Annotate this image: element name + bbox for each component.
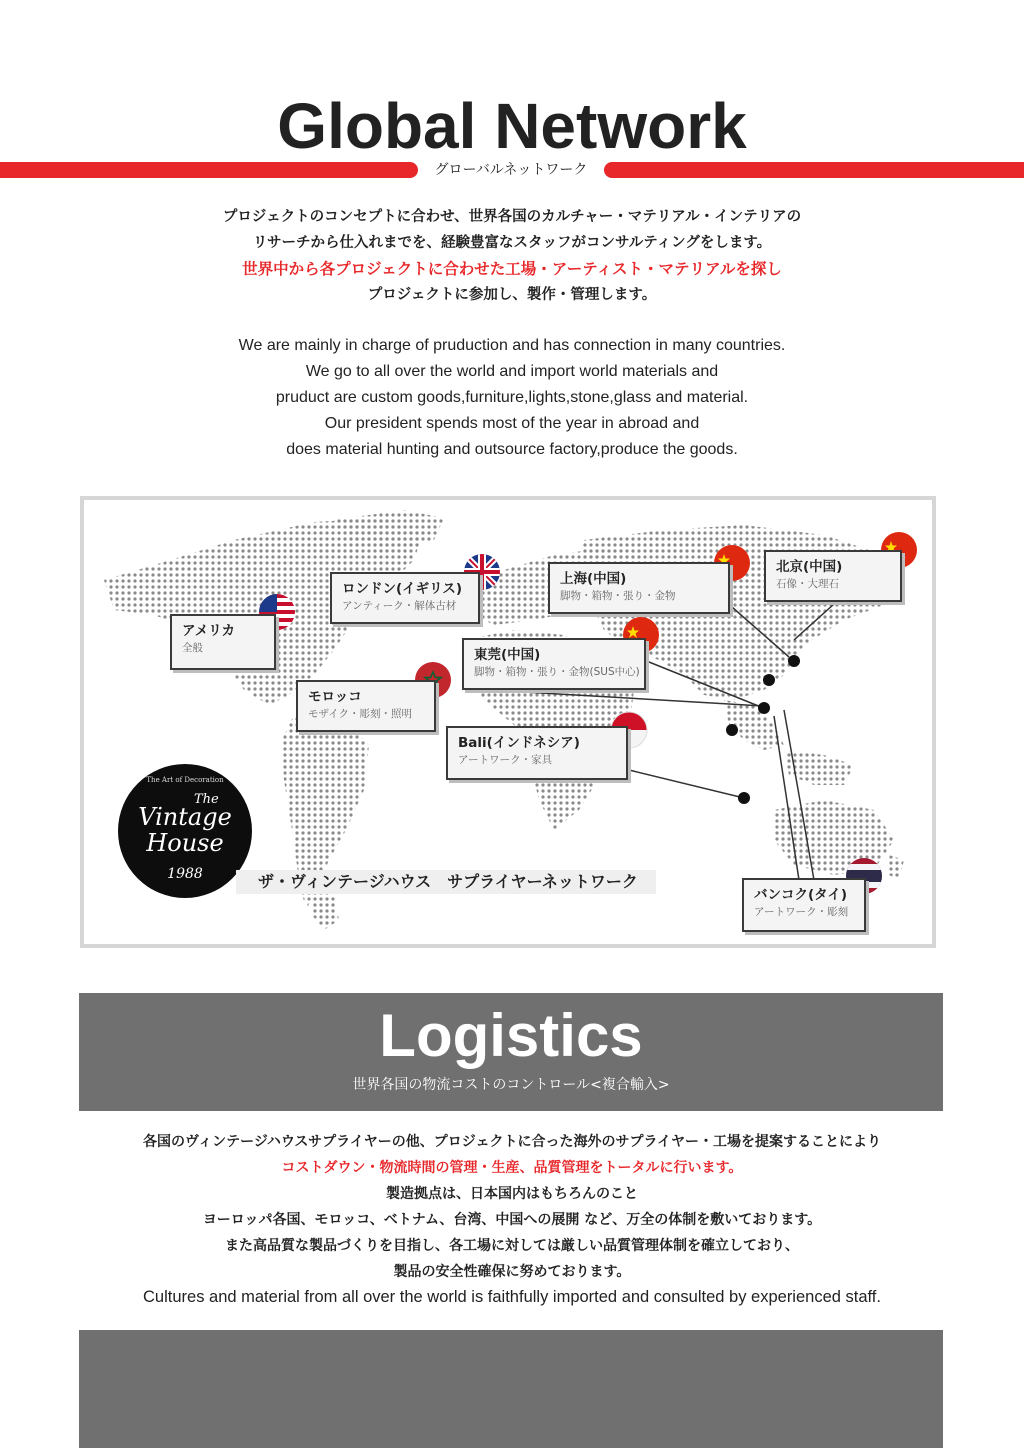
logistics-jp-highlight: コストダウン・物流時間の管理・生産、品質管理をトータルに行います。 bbox=[281, 1160, 743, 1176]
intro-japanese bbox=[0, 204, 1024, 308]
location-label-bali bbox=[446, 726, 628, 780]
logo-word-vintage: Vintage bbox=[138, 803, 232, 831]
logo-word-house: House bbox=[146, 829, 224, 857]
logistics-english-text: Cultures and material from all over the world is faithfully imported and consulted by experienced staff. bbox=[143, 1288, 881, 1306]
location-goods: 石像・大理石 bbox=[776, 578, 839, 590]
location-city: バンコク(タイ) bbox=[754, 887, 848, 903]
intro-en-line: We go to all over the world and import world materials and bbox=[305, 363, 719, 380]
location-city: アメリカ bbox=[182, 623, 236, 639]
logistics-title: Logistics bbox=[379, 1002, 643, 1069]
location-city: ロンドン(イギリス) bbox=[342, 581, 463, 597]
supplier-network-map bbox=[80, 496, 936, 948]
location-city: モロッコ bbox=[308, 689, 362, 705]
intro-english bbox=[0, 333, 1024, 463]
location-goods: アートワーク・家具 bbox=[458, 754, 553, 766]
logistics-jp-line: 製造拠点は、日本国内はもちろんのこと bbox=[386, 1186, 638, 1202]
map-caption: ザ・ヴィンテージハウス サプライヤーネットワーク bbox=[236, 870, 656, 894]
location-label-london bbox=[330, 572, 480, 624]
page-subtitle: グローバルネットワーク bbox=[434, 162, 588, 178]
intro-jp-line: リサーチから仕入れまでを、経験豊富なスタッフがコンサルティングをします。 bbox=[252, 235, 772, 251]
location-city: Bali(インドネシア) bbox=[458, 735, 580, 751]
location-label-bangkok bbox=[742, 878, 866, 932]
location-label-shanghai bbox=[548, 562, 730, 614]
logo-tagline: The Art of Decoration bbox=[146, 776, 224, 784]
location-goods: アンティーク・解体古材 bbox=[342, 600, 457, 612]
title-divider-right bbox=[604, 162, 1024, 178]
logistics-jp-line: 各国のヴィンテージハウスサプライヤーの他、プロジェクトに合った海外のサプライヤー・工場を提案することにより bbox=[142, 1134, 882, 1150]
logistics-jp-line: ヨーロッパ各国、モロッコ、ベトナム、台湾、中国への展開 など、万全の体制を敷いております。 bbox=[202, 1212, 822, 1228]
intro-en-line: pruduct are custom goods,furniture,lights,stone,glass and material. bbox=[275, 389, 749, 406]
logo-year: 1988 bbox=[167, 866, 203, 882]
intro-jp-line: プロジェクトのコンセプトに合わせ、世界各国のカルチャー・マテリアル・インテリアの bbox=[222, 209, 802, 225]
logistics-japanese-text bbox=[0, 1129, 1024, 1285]
location-city: 東莞(中国) bbox=[474, 647, 541, 663]
bottom-gray-band bbox=[79, 1330, 943, 1448]
intro-en-line: Our president spends most of the year in abroad and bbox=[324, 415, 700, 432]
intro-en-line: does material hunting and outsource factory,produce the goods. bbox=[286, 441, 738, 458]
location-goods: アートワーク・彫刻 bbox=[754, 906, 849, 918]
location-goods: モザイク・彫刻・照明 bbox=[308, 708, 413, 720]
location-goods: 全般 bbox=[182, 642, 203, 654]
logistics-subtitle: 世界各国の物流コストのコントロール<複合輸入> bbox=[352, 1077, 670, 1093]
vintage-house-logo bbox=[118, 764, 252, 898]
location-goods: 脚物・箱物・張り・金物 bbox=[560, 590, 676, 602]
location-goods: 脚物・箱物・張り・金物(SUS中心) bbox=[474, 666, 640, 678]
logistics-jp-line: また高品質な製品づくりを目指し、各工場に対しては厳しい品質管理体制を確立しており、 bbox=[225, 1238, 799, 1254]
location-city: 北京(中国) bbox=[776, 559, 843, 575]
location-label-dongguan bbox=[462, 638, 646, 690]
intro-en-line: We are mainly in charge of pruduction and has connection in many countries. bbox=[238, 337, 786, 354]
location-city: 上海(中国) bbox=[560, 571, 627, 587]
intro-jp-highlight: 世界中から各プロジェクトに合わせた工場・アーティスト・マテリアルを探し bbox=[242, 260, 782, 278]
location-label-morocco bbox=[296, 680, 436, 732]
page-title: Global Network bbox=[277, 90, 747, 162]
intro-jp-line: プロジェクトに参加し、製作・管理します。 bbox=[367, 287, 657, 303]
location-label-usa bbox=[170, 614, 276, 670]
title-divider-left bbox=[0, 162, 418, 178]
logo-the: The bbox=[194, 792, 219, 807]
logistics-jp-line: 製品の安全性確保に努めております。 bbox=[393, 1264, 631, 1280]
logistics-header-band bbox=[79, 993, 943, 1111]
location-label-beijing bbox=[764, 550, 902, 602]
